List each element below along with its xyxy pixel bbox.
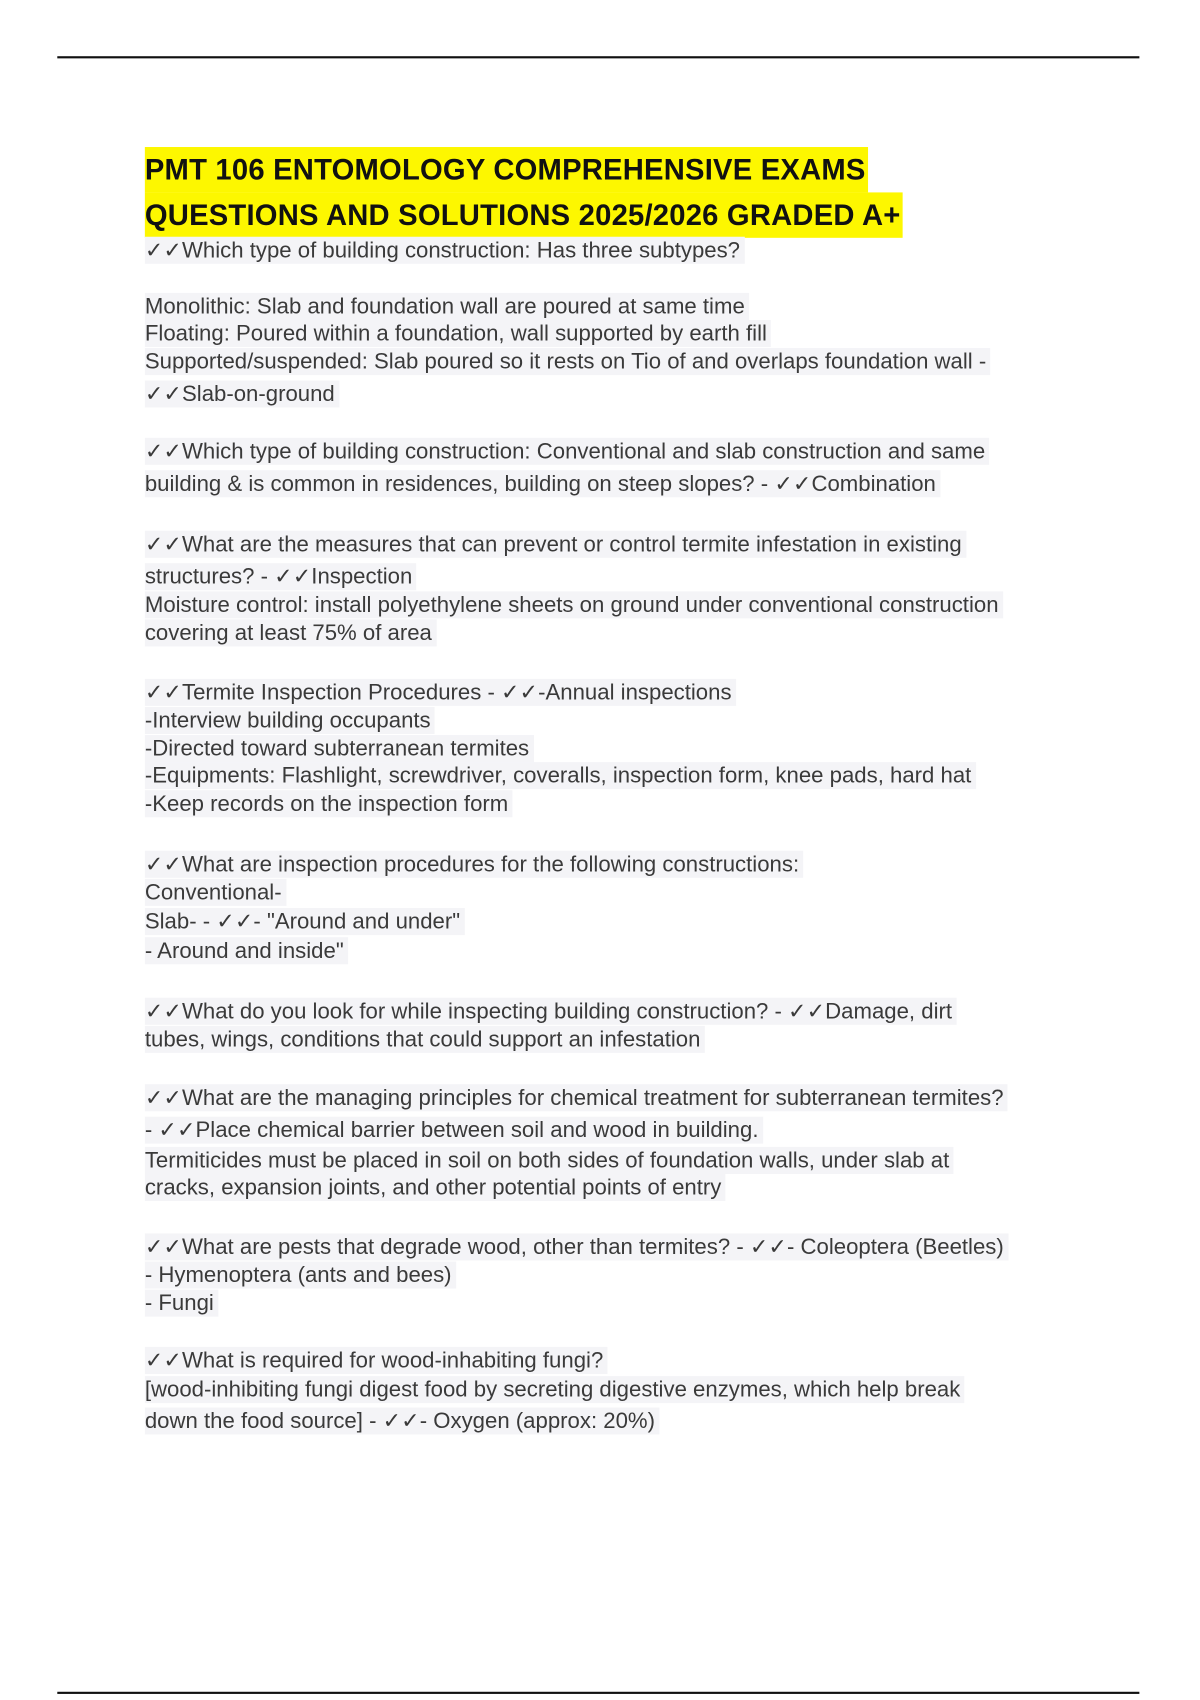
text-line: tubes, wings, conditions that could support an infestation — [145, 1026, 705, 1053]
top-rule — [57, 56, 1139, 58]
text-line: Supported/suspended: Slab poured so it rests on Tio of and overlaps foundation wall - — [145, 348, 991, 375]
text-line: ✓✓What are the measures that can prevent or control termite infestation in existing — [145, 531, 966, 558]
text-line: ✓✓What are the managing principles for chemical treatment for subterranean termites? — [145, 1084, 1008, 1111]
text-line: ✓✓Which type of building construction: Has three subtypes? — [145, 237, 744, 264]
text-line: -Interview building occupants — [145, 707, 435, 734]
text-line: -Directed toward subterranean termites — [145, 735, 534, 762]
text-line: -Keep records on the inspection form — [145, 790, 513, 817]
title-line-1: PMT 106 ENTOMOLOGY COMPREHENSIVE EXAMS — [145, 147, 868, 192]
text-line: Conventional- — [145, 879, 286, 906]
text-line: Monolithic: Slab and foundation wall are poured at same time — [145, 293, 749, 320]
text-line: ✓✓What are inspection procedures for the following constructions: — [145, 851, 804, 878]
text-line: -Equipments: Flashlight, screwdriver, coveralls, inspection form, knee pads, hard hat — [145, 762, 976, 789]
text-line: ✓✓What is required for wood-inhabiting fungi? — [145, 1347, 608, 1374]
text-line: [wood-inhibiting fungi digest food by secreting digestive enzymes, which help break — [145, 1376, 965, 1403]
text-line: - ✓✓Place chemical barrier between soil and wood in building. — [145, 1117, 763, 1144]
text-line: building & is common in residences, building on steep slopes? - ✓✓Combination — [145, 470, 940, 497]
text-line: ✓✓Termite Inspection Procedures - ✓✓-Annual inspections — [145, 679, 736, 706]
text-line: - Around and inside" — [145, 937, 348, 964]
text-line: covering at least 75% of area — [145, 619, 436, 646]
text-line: ✓✓Which type of building construction: Conventional and slab construction and same — [145, 438, 990, 465]
title-line-2: QUESTIONS AND SOLUTIONS 2025/2026 GRADED A+ — [145, 192, 903, 237]
bottom-rule — [57, 1692, 1139, 1694]
text-line: Slab- - ✓✓- "Around and under" — [145, 908, 465, 935]
text-line: ✓✓What do you look for while inspecting building construction? - ✓✓Damage, dirt — [145, 998, 957, 1025]
text-line: Moisture control: install polyethylene sheets on ground under conventional construction — [145, 591, 1003, 618]
text-line: cracks, expansion joints, and other potential points of entry — [145, 1174, 726, 1201]
text-line: ✓✓Slab-on-ground — [145, 381, 339, 408]
text-line: Floating: Poured within a foundation, wall supported by earth fill — [145, 320, 771, 347]
text-line: Termiticides must be placed in soil on both sides of foundation walls, under slab at — [145, 1147, 954, 1174]
text-line: - Fungi — [145, 1290, 218, 1317]
text-line: down the food source] - ✓✓- Oxygen (approx: 20%) — [145, 1407, 659, 1434]
text-line: ✓✓What are pests that degrade wood, other than termites? - ✓✓- Coleoptera (Beetles) — [145, 1233, 1008, 1260]
text-line: structures? - ✓✓Inspection — [145, 563, 417, 590]
text-line: - Hymenoptera (ants and bees) — [145, 1262, 456, 1289]
